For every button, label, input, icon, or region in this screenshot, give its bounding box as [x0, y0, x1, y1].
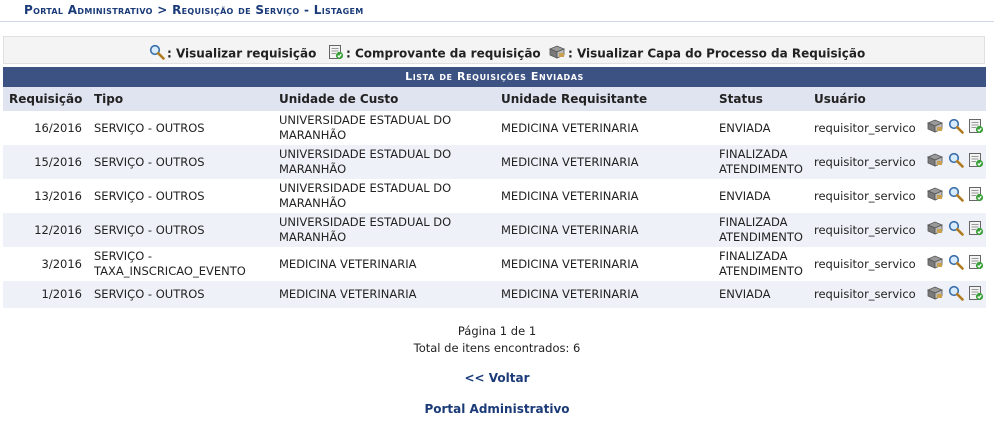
cell-status: FINALIZADA ATENDIMENTO — [713, 247, 808, 281]
legend-receipt: : Comprovante da requisição — [328, 44, 541, 63]
receipt-icon[interactable] — [968, 152, 984, 172]
cell-requisicao: 13/2016 — [3, 179, 88, 213]
cell-usuario: requisitor_servico — [808, 247, 918, 281]
col-status: Status — [713, 87, 808, 111]
cell-tipo: SERVIÇO - OUTROS — [88, 281, 273, 308]
cell-actions — [918, 111, 986, 145]
cell-tipo: SERVIÇO - OUTROS — [88, 145, 273, 179]
table-row — [3, 247, 986, 281]
cell-requisicao: 15/2016 — [3, 145, 88, 179]
cell-requisicao: 1/2016 — [3, 281, 88, 308]
receipt-icon[interactable] — [968, 220, 984, 240]
receipt-icon — [328, 44, 344, 63]
receipt-icon[interactable] — [968, 254, 984, 274]
cell-usuario: requisitor_servico — [808, 281, 918, 308]
col-actions — [918, 87, 986, 111]
cell-usuario: requisitor_servico — [808, 213, 918, 247]
cell-status: FINALIZADA ATENDIMENTO — [713, 213, 808, 247]
cell-unidade-custo: MEDICINA VETERINARIA — [273, 281, 495, 308]
cell-requisicao: 3/2016 — [3, 247, 88, 281]
col-unidade-requisitante: Unidade Requisitante — [495, 87, 713, 111]
magnifier-icon[interactable] — [948, 186, 964, 206]
process-cover-icon[interactable] — [926, 220, 944, 240]
process-cover-icon[interactable] — [926, 186, 944, 206]
col-usuario: Usuário — [808, 87, 918, 111]
process-cover-icon[interactable] — [926, 152, 944, 172]
cell-usuario: requisitor_servico — [808, 179, 918, 213]
process-cover-icon[interactable] — [926, 118, 944, 138]
cell-usuario: requisitor_servico — [808, 111, 918, 145]
cell-tipo: SERVIÇO - TAXA_INSCRICAO_EVENTO — [88, 247, 273, 281]
cell-unidade-custo: UNIVERSIDADE ESTADUAL DO MARANHÃO — [273, 179, 495, 213]
cell-actions — [918, 281, 986, 308]
cell-unidade-custo: MEDICINA VETERINARIA — [273, 247, 495, 281]
table-row — [3, 179, 986, 213]
back-link[interactable]: << Voltar — [464, 371, 530, 385]
table-header-row — [3, 87, 986, 111]
receipt-icon[interactable] — [968, 186, 984, 206]
magnifier-icon[interactable] — [948, 285, 964, 305]
process-cover-icon — [548, 44, 566, 63]
magnifier-icon — [149, 44, 165, 63]
cell-actions — [918, 247, 986, 281]
pagination-text: Página 1 de 1 — [457, 324, 537, 338]
cell-requisicao: 12/2016 — [3, 213, 88, 247]
cell-unidade-requisitante: MEDICINA VETERINARIA — [495, 247, 713, 281]
col-unidade-custo: Unidade de Custo — [273, 87, 495, 111]
cell-unidade-requisitante: MEDICINA VETERINARIA — [495, 281, 713, 308]
cell-unidade-requisitante: MEDICINA VETERINARIA — [495, 145, 713, 179]
cell-status: ENVIADA — [713, 111, 808, 145]
process-cover-icon[interactable] — [926, 254, 944, 274]
cell-status: ENVIADA — [713, 179, 808, 213]
magnifier-icon[interactable] — [948, 152, 964, 172]
legend-view: : Visualizar requisição — [149, 44, 316, 63]
cell-unidade-custo: UNIVERSIDADE ESTADUAL DO MARANHÃO — [273, 213, 495, 247]
magnifier-icon[interactable] — [948, 118, 964, 138]
total-items-text: Total de itens encontrados: 6 — [413, 341, 581, 355]
col-tipo: Tipo — [88, 87, 273, 111]
receipt-icon[interactable] — [968, 118, 984, 138]
receipt-icon[interactable] — [968, 285, 984, 305]
process-cover-icon[interactable] — [926, 285, 944, 305]
cell-actions — [918, 213, 986, 247]
list-caption: Lista de Requisições Enviadas — [3, 67, 986, 87]
table-row — [3, 145, 986, 179]
cell-requisicao: 16/2016 — [3, 111, 88, 145]
cell-unidade-requisitante: MEDICINA VETERINARIA — [495, 179, 713, 213]
cell-unidade-custo: UNIVERSIDADE ESTADUAL DO MARANHÃO — [273, 145, 495, 179]
cell-actions — [918, 145, 986, 179]
cell-tipo: SERVIÇO - OUTROS — [88, 111, 273, 145]
cell-tipo: SERVIÇO - OUTROS — [88, 213, 273, 247]
cell-status: ENVIADA — [713, 281, 808, 308]
legend-cover: : Visualizar Capa do Processo da Requisição — [548, 44, 865, 63]
portal-admin-link[interactable]: Portal Administrativo — [424, 402, 570, 416]
icon-legend — [3, 36, 985, 64]
cell-usuario: requisitor_servico — [808, 145, 918, 179]
cell-actions — [918, 179, 986, 213]
col-requisicao: Requisição — [3, 87, 88, 111]
table-row — [3, 111, 986, 145]
table-row — [3, 213, 986, 247]
cell-unidade-requisitante: MEDICINA VETERINARIA — [495, 213, 713, 247]
breadcrumb — [0, 0, 994, 22]
cell-unidade-requisitante: MEDICINA VETERINARIA — [495, 111, 713, 145]
magnifier-icon[interactable] — [948, 254, 964, 274]
cell-tipo: SERVIÇO - OUTROS — [88, 179, 273, 213]
requests-table — [3, 87, 986, 308]
table-row — [3, 281, 986, 308]
cell-status: FINALIZADA ATENDIMENTO — [713, 145, 808, 179]
magnifier-icon[interactable] — [948, 220, 964, 240]
cell-unidade-custo: UNIVERSIDADE ESTADUAL DO MARANHÃO — [273, 111, 495, 145]
page-title: Portal Administrativo > Requisição de Serviço - Listagem — [24, 3, 364, 17]
